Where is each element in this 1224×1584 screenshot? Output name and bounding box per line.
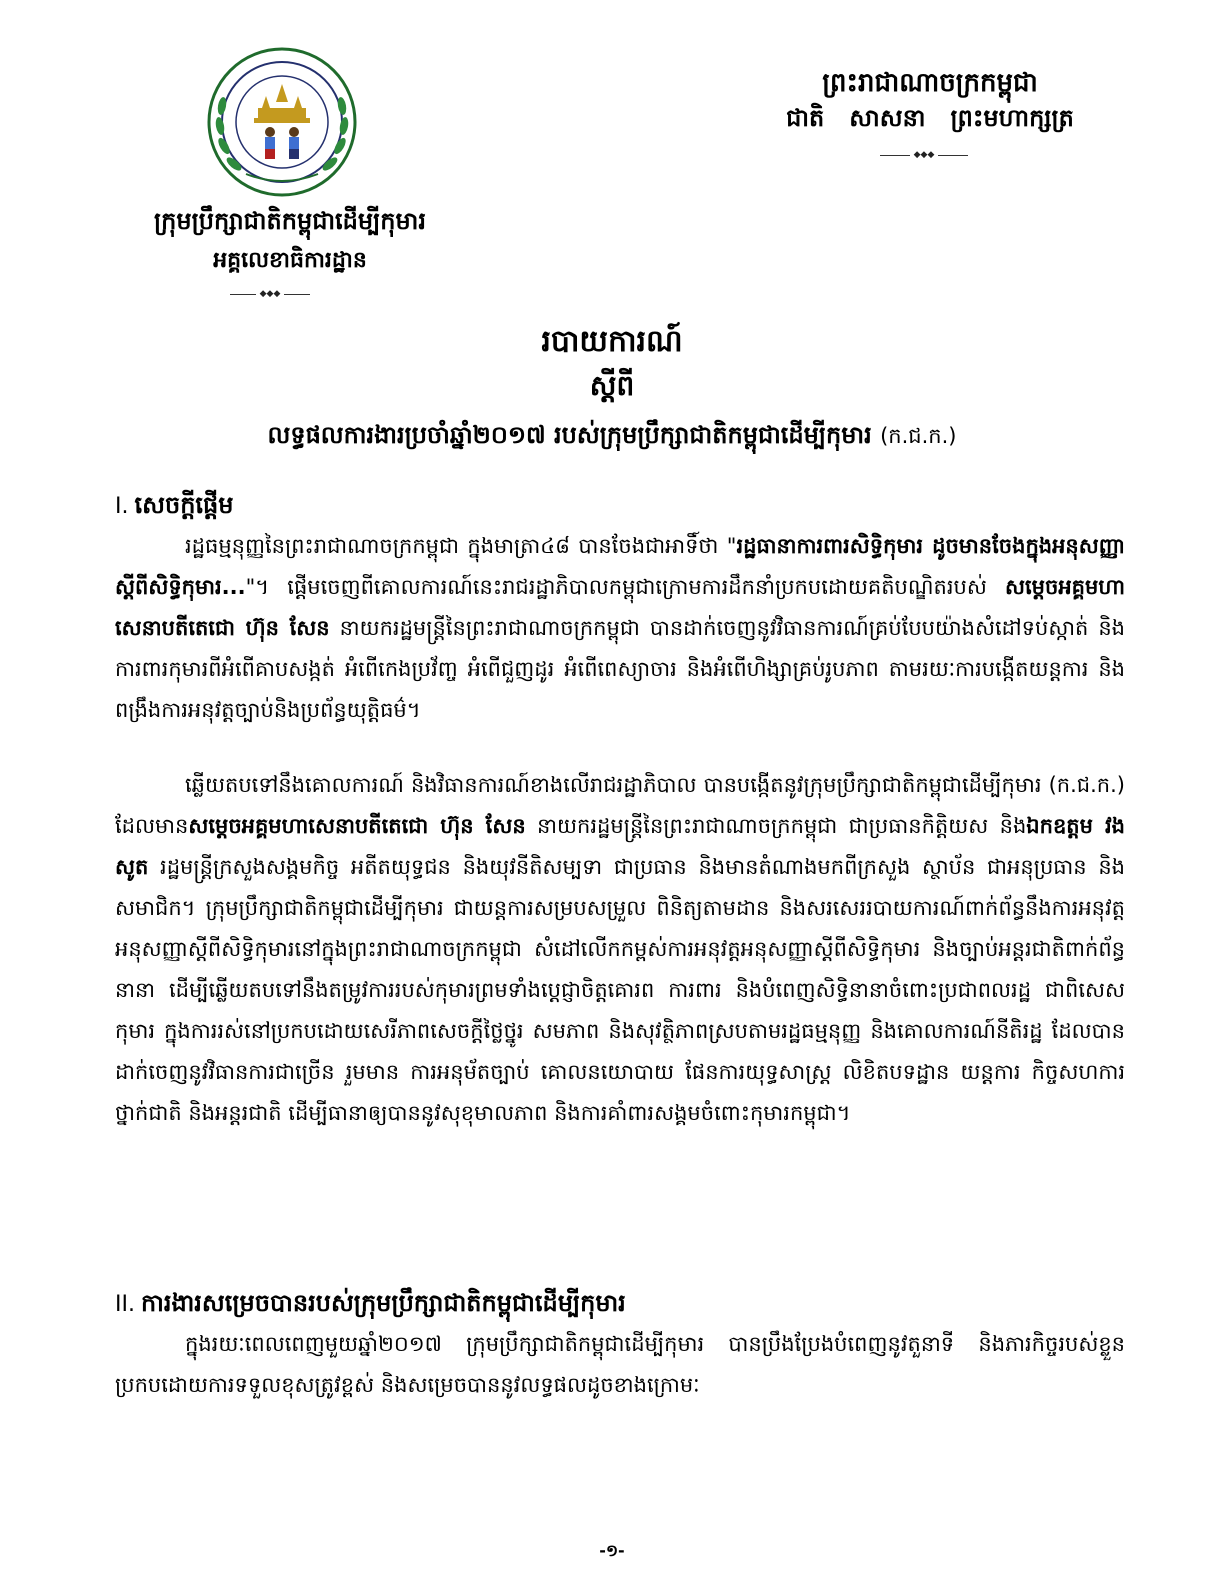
council-emblem-icon <box>206 46 358 198</box>
text-run: ឆ្លើយតបទៅនឹងគោលការណ៍ និងវិធានការណ៍ខាងលើរាជរដ្ឋាភិបាល បានបង្កើតនូវក្រុមប្រឹក្សាជាតិកម្ពុជាដើម្បីកុមារ (ក.ជ.ក.) ដែលមាន <box>115 773 1125 838</box>
text-run: នាយករដ្ឋមន្ត្រីនៃព្រះរាជាណាចក្រកម្ពុជា បានដាក់ចេញនូវវិធានការណ៍គ្រប់បែបយ៉ាងសំដៅទប់ស្កាត់ និងការពារកុមារពីអំពើគាបសង្កត់ អំពើកេងប្រវ័ញ្ច អំពើជួញដូរ អំពើពេស្យាចារ និងអំពើហិង្សាគ្រប់រូបភាព តាមរយៈការបង្កើតយន្តការ និងពង្រឹងការអនុវត្តច្បាប់និងប្រព័ន្ធយុត្តិធម៌។ <box>115 616 1125 722</box>
section-2-number: II. <box>115 1292 135 1317</box>
section-1-paragraph-1 <box>115 526 1125 731</box>
report-title: របាយការណ៍ <box>541 324 683 359</box>
left-divider-ornament: ◆◆◆ <box>230 290 310 298</box>
text-run: រដ្ឋមន្ត្រីក្រសួងសង្គមកិច្ច អតីតយុទ្ធជន និងយុវនីតិសម្បទា ជាប្រធាន និងមានតំណាងមកពីក្រសួង ស្ថាប័ន ជាអនុប្រធាន និងសមាជិក។ ក្រុមប្រឹក្សាជាតិកម្ពុជាដើម្បីកុមារ ជាយន្តការសម្របសម្រួល ពិនិត្យតាមដាន និងសរសេររបាយការណ៍ពាក់ព័ន្ធនឹងការអនុវត្តអនុសញ្ញាស្តីពីសិទ្ធិកុមារនៅក្នុងព្រះរាជាណាចក្រកម្ពុជា សំដៅលើកកម្ពស់ការអនុវត្តអនុសញ្ញាស្តីពីសិទ្ធិកុមារ និងច្បាប់អន្តរជាតិពាក់ព័ន្ធនានា ដើម្បីឆ្លើយតបទៅនឹងតម្រូវការរបស់កុមារព្រមទាំងប្តេជ្ញាចិត្តគោរព ការពារ និងបំពេញសិទ្ធិនានាចំពោះប្រជាពលរដ្ឋ ជាពិសេសកុមារ ក្នុងការរស់នៅប្រកបដោយសេរីភាពសេចក្តីថ្លៃថ្នូរ សមភាព និងសុវត្ថិភាពស្របតាមរដ្ឋធម្មនុញ្ញ និងគោលការណ៍នីតិរដ្ឋ ដែលបានដាក់ចេញនូវវិធានការជាច្រើន រួមមាន ការអនុម័តច្បាប់ គោលនយោបាយ ផែនការយុទ្ធសាស្ត្រ លិខិតបទដ្ឋាន យន្តការ កិច្ចសហការ ថ្នាក់ជាតិ និងអន្តរជាតិ ដើម្បីធានាឲ្យបាននូវសុខុមាលភាព និងការគាំពារសង្គមចំពោះកុមារកម្ពុជា។ <box>115 855 1125 1125</box>
text-run: រដ្ឋធម្មនុញ្ញនៃព្រះរាជាណាចក្រកម្ពុជា ក្នុងមាត្រា៤៨ បានចែងជាអាទិ៍ថា " <box>185 534 737 558</box>
bold-name: សម្តេចអគ្គមហាសេនាបតីតេជោ ហ៊ុន សែន <box>115 575 1125 640</box>
section-1-heading <box>115 490 234 525</box>
bold-name: ឯកឧត្តម វង សូត <box>115 814 1125 879</box>
report-about: ស្តីពី <box>589 369 635 402</box>
bold-name: សម្តេចអគ្គមហាសេនាបតីតេជោ ហ៊ុន សែន <box>188 814 526 838</box>
section-1-title: សេចក្តីផ្តើម <box>134 491 234 519</box>
report-subject-text: លទ្ធផលការងារប្រចាំឆ្នាំ២០១៧ របស់ក្រុមប្រឹក្សាជាតិកម្ពុជាដើម្បីកុមារ <box>267 421 881 449</box>
organization-name: ក្រុមប្រឹក្សាជាតិកម្ពុជាដើម្បីកុមារ <box>154 207 426 235</box>
section-2-paragraph-1: ក្នុងរយៈពេលពេញមួយឆ្នាំ២០១៧ ក្រុមប្រឹក្សាជាតិកម្ពុជាដើម្បីកុមារ បានប្រឹងប្រែងបំពេញនូវតួនាទី និងភារកិច្ចរបស់ខ្លួនប្រកបដោយការទទួលខុសត្រូវខ្ពស់ និងសម្រេចបាននូវលទ្ធផលដូចខាងក្រោមៈ <box>115 1332 1125 1397</box>
kingdom-name: ព្រះរាជាណាចក្រកម្ពុជា <box>822 68 1038 98</box>
right-divider-ornament: ◆◆◆ <box>880 151 968 159</box>
section-1-paragraph-2 <box>115 765 1125 1134</box>
report-subject-abbr: (ក.ជ.ក.) <box>880 424 957 448</box>
bold-quote: រដ្ឋធានាការពារសិទ្ធិកុមារ ដូចមានចែងក្នុងអនុសញ្ញាស្តីពីសិទ្ធិកុមារ... <box>115 534 1126 599</box>
department-name: អគ្គលេខាធិការដ្ឋាន <box>213 248 367 273</box>
text-run: "។ ផ្តើមចេញពីគោលការណ៍នេះរាជរដ្ឋាភិបាលកម្ពុជាក្រោមការដឹកនាំប្រកបដោយគតិបណ្ឌិតរបស់ <box>245 575 1006 599</box>
page-number: -១- <box>599 1541 625 1560</box>
section-2-title: ការងារសម្រេចបានរបស់ក្រុមប្រឹក្សាជាតិកម្ពុជាដើម្បីកុមារ <box>140 1289 626 1317</box>
section-1-number: I. <box>115 494 129 519</box>
section-2-heading <box>115 1288 626 1323</box>
report-subject <box>0 420 1224 455</box>
text-run: នាយករដ្ឋមន្ត្រីនៃព្រះរាជាណាចក្រកម្ពុជា ជាប្រធានកិត្តិយស និង <box>525 814 1027 838</box>
national-motto: ជាតិ សាសនា ព្រះមហាក្សត្រ <box>786 104 1074 132</box>
